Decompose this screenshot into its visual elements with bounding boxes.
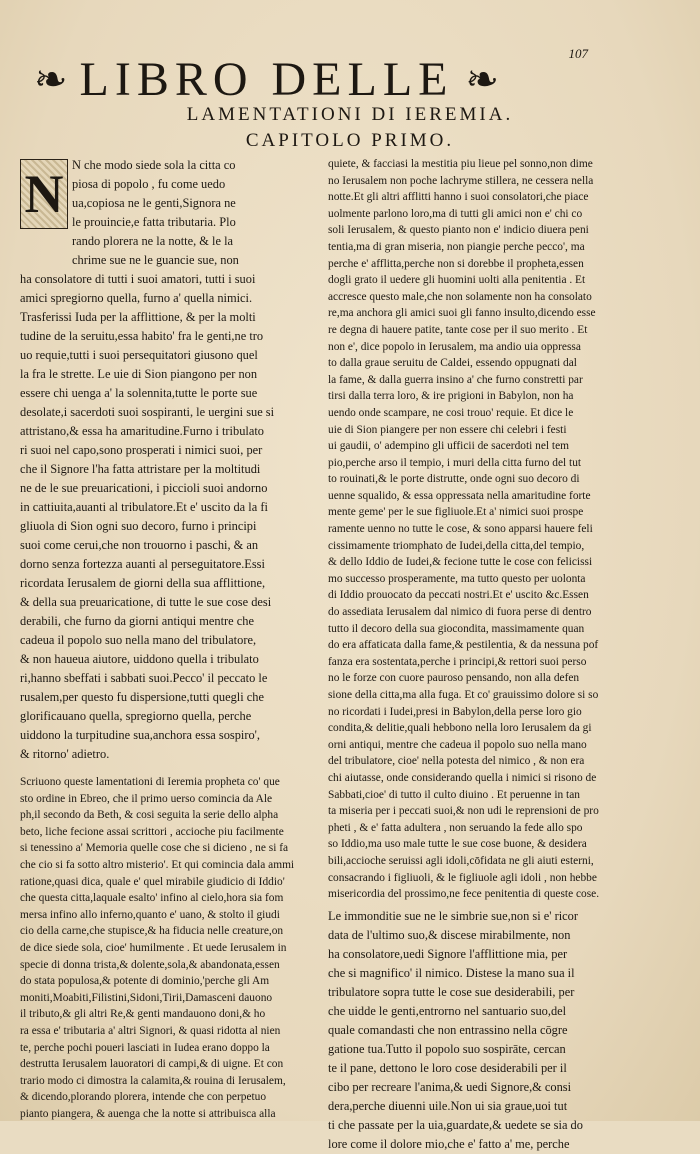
text-line: ri suoi nel capo,sono prosperati i nimici suoi, per [20,443,263,457]
text-line: lore come il dolore mio,che e' fatto a' me, perche [328,1136,570,1151]
text-line: la fra le strette. Le uie di Sion piangono per non [20,367,258,381]
fleuron-left-icon: ❧ [34,57,68,102]
text-line: te, perche pochi poueri lasciati in Iudea erano doppo la [20,1041,270,1054]
opening-verse [20,156,320,270]
text-line: tribulatore sopra tutte le cose sue desiderabili, per [328,984,575,999]
text-line: cadeua il popolo suo nella mano del tribulatore, [20,633,257,647]
text-line: rando plorera ne la notte, & le la [72,234,234,248]
text-line: tutto il decoro della sua giocondita, massimamente quan [328,622,585,635]
text-line: destrutta Ierusalem lauoratori di campi,& di uigne. Et con [20,1058,284,1071]
title-main: LIBRO DELLE [79,53,454,106]
text-line: chi aiutasse, onde considerando quella i nimici si risono de [328,771,597,784]
text-line: che si magnifico' il nimico. Distese la mano sua il [328,965,575,980]
text-line: dorno senza fortezza auanti al perseguitatore.Essi [20,557,265,571]
right-column [328,156,646,1154]
text-line: uiddono la turpitudine sua,anchora essa sospiro', [20,728,261,742]
text-line: to dalla graue seruitu de Caldei, essendo oppugnati dal [328,357,577,370]
text-line: derabili, che furno da giorni antiqui mentre che [20,614,254,628]
text-line: uenne squalido, & essa oppressata nella amaritudine forte [328,489,591,502]
text-line: ramente uenno no tutte le cose, & sono apparsi hauere feli [328,523,593,536]
text-line: ua,copiosa ne le genti,Signora ne [72,196,236,210]
text-line: ra essa e' tributaria a' altri Signori, & quasi ridotta al nien [20,1024,281,1037]
text-line: gatione tua.Tutto il popolo suo sospirāte, cercan [328,1041,566,1056]
text-line: che il Signore l'ha fatta attristare per la moltitudi [20,462,261,476]
text-line: Trasferissi Iuda per la afflittione, & per la molti [20,310,256,324]
text-line: ne de le sue preuaricationi, i piccioli suoi andorno [20,481,268,495]
text-line: condita,& delitie,quali hebbono nella loro Ierusalem da gi [328,722,592,735]
text-line: & dello Iddio de Iudei,& fecione tutte le cose con felicissi [328,556,593,569]
text-line: beto, liche fecione assai scrittori , accioche piu facilmente [20,825,284,838]
right-commentary [328,156,646,903]
text-line: soli Ierusalem, & questo pianto non e' indicio diuera peni [328,224,589,237]
text-line: glorificauano quella, spregiorno quella, perche [20,709,252,723]
text-line: quiete, & facciasi la mestitia piu lieue pel sonno,non dime [328,158,593,170]
text-line: tentia,ma di gran miseria, non piangie perche pecco', ma [328,240,585,253]
text-line: no le forze con cuore pauroso pensando, non alla defen [328,672,580,685]
text-line: mente geme' per le sue figliuole.Et a' nimici suoi prospe [328,506,584,519]
text-line: pianto piangera, & auenga che la notte si attribuisca alla [20,1107,276,1120]
initial-letter: N [24,164,64,224]
left-verse-text [20,270,320,764]
text-line: ti che passate per la uia,guardate,& uedete se sia do [328,1117,583,1132]
text-line: ha consolatore,uedi Signore l'afflittione mia, per [328,946,568,961]
folio-number: 107 [568,46,588,61]
text-line: tudine de la seruitu,essa habito' fra le genti,ne tro [20,329,264,343]
text-line: de dice siede sola, cioe' humilmente . Et uede Ierusalem in [20,941,287,954]
text-line: che cio si fa sotto altro misterio'. Et qui comincia dala ammi [20,858,295,871]
text-line: & dicendo,plorando plorera, intende che con perpetuo [20,1091,267,1104]
text-line: rusalem,per questo fu dispersione,tutti quegli che [20,690,264,704]
text-line: sto ordine in Ebreo, che il primo uerso comincia da Ale [20,792,273,805]
text-line: uendo onde scampare, ne cosi trouo' requie. Et dice le [328,406,574,419]
text-line: re degna di hauere patite, tante cose per il suo merito . Et [328,323,588,336]
text-line: do assediata Ierusalem dal nimico di fuora perse di dentro [328,606,592,619]
chapter-heading: CAPITOLO PRIMO. [245,130,455,151]
text-line: N che modo siede sola la citta co [72,158,236,172]
text-line: no ricordati i Iudei,presi in Babylon,della perse loro gio [328,705,582,718]
left-commentary [20,774,320,1122]
text-line: ph,il secondo da Beth, & cosi seguita la serie dello alpha [20,809,279,822]
text-line: & della sua preuaricatione, di tutte le sue cose desi [20,595,272,609]
text-line: attristano,& essa ha amaritudine.Furno i tribulato [20,424,264,438]
text-line: ui gaudii, o' adempino gli ufficii de sacerdoti nel tem [328,440,569,453]
text-line: mo successo prosperamente, ma tutto questo per uolonta [328,572,586,585]
text-line: & ritorno' adietro. [20,747,110,761]
text-line: che questa citta,laquale esalto' infino al cielo,hora sia fom [20,892,284,905]
text-line: data de l'ultimo suo,& discese mirabilmente, non [328,927,571,942]
text-line: so Iddio,ma uso male tutte le sue cose buone, & desidera [328,838,587,851]
text-line: ricordata Ierusalem de giorni della sua afflittione, [20,576,266,590]
text-line: ha consolatore di tutti i suoi amatori, tutti i suoi [20,272,256,286]
text-line: Sabbati,cioe' di tutto il culto diuino . Et peruenne in tan [328,788,580,801]
text-line: gliuola di Sion ogni suo decoro, furno i principi [20,519,257,533]
text-line: le prouincie,e fatta tributaria. Plo [72,215,236,229]
text-line: notte.Et gli altri afflitti hanno i suoi consolatori,che piace [328,191,589,204]
text-line: quale comandasti che non entrassino nella cōgre [328,1022,568,1037]
text-line: non e', dice popolo in Ierusalem, ma andio uia oppressa [328,340,581,353]
text-line: suoi come cerui,che non trouorno i paschi, & an [20,538,259,552]
fleuron-right-icon: ❧ [465,57,499,102]
text-line: Scriuono queste lamentationi di Ieremia propheta co' que [20,776,280,788]
text-line: specie di donna trista,& dolente,sola,& abandonata,essen [20,958,280,971]
text-line: moniti,Moabiti,Filistini,Sidoni,Tirii,Damasceni dauono [20,991,273,1004]
text-line: sione della citta,ma alla fuga. Et co' grauissimo dolore si so [328,689,599,701]
text-line: no Ierusalem non poche lachryme stillera, ne cessera nella [328,174,594,187]
text-line: te il pane, dettono le loro cose desiderabili per il [328,1060,567,1075]
text-line: consacrando i figliuoli, & le figliuole agli idoli , non hebbe [328,871,597,884]
text-line: del tribulatore, cioe' nella potesta del nimico , & non era [328,755,585,768]
text-line: dogli grato il uedere gli huomini uolti alla penitentia . Et [328,274,586,287]
text-line: essere chi uenga a' la solennita,tutte le porte sue [20,386,258,400]
text-line: uie di Sion piangere per non essere chi celebri i festi [328,423,567,436]
text-line: re,ma anchora gli amici suoi gli fanno insulto,dicendo esse [328,307,596,320]
text-line: perche e' afflitta,perche non si dorebbe il propheta,essen [328,257,584,270]
text-line: in cattiuita,auanti al tribulatore.Et e' uscito da la fi [20,500,268,514]
text-line: si tenessino a' Memoria quelle cose che si dicieno , ne si fa [20,842,289,855]
text-line: pheti , & e' fatta adultera , non seruando la fede allo spo [328,821,583,834]
text-line: di Iddio prouocato da peccati nostri.Et e' uscito &c.Essen [328,589,589,602]
text-line: amici spregiorno quella, furno a' quella nimici. [20,291,253,305]
text-line: fanza era sostentata,perche i principi,& rettori suoi perso [328,655,587,668]
text-line: cibo per recreare l'anima,& uedi Signore,& consi [328,1079,572,1094]
text-line: uolmente parlono loro,ma di tutti gli amici non e' chi co [328,207,583,220]
text-line: desolate,i sacerdoti suoi sospiranti, le uergini sue si [20,405,275,419]
text-line: do stata populosa,& potente di dominio,'perche gli Am [20,975,270,988]
text-line: chrime sue ne le guancie sue, non [72,253,239,267]
text-line: mersa infino allo inferno,quanto e' uano, & stolto il giudi [20,908,280,921]
text-line: dera,perche diuenni uile.Non ui sia graue,uoi tut [328,1098,568,1113]
text-line: la fame, & dalla guerra insino a' che furno constretti par [328,373,583,386]
text-line: bili,accioche seruissi agli idoli,cōfidata ne gli aiuti esterni, [328,854,594,867]
title-subtitle: LAMENTATIONI DI IEREMIA. [186,104,514,125]
text-line: to rouinati,& le porte distrutte, onde ogni suo decoro di [328,473,580,486]
text-line: ta miseria per i peccati suoi,& non udi le reprensioni de pro [328,805,599,818]
text-line: pio,perche arso il tempio, i muri della citta furno del tut [328,456,582,469]
text-line: ratione,quasi dica, quale e' quel mirabile giudicio di Iddio' [20,875,285,888]
text-line: do era affaticata dalla fame,& pestilentia, & da nessuna pof [328,639,599,652]
text-line: cissimamente triomphato de Iudei,della citta,del tempio, [328,539,585,552]
text-line: trario modo ci dimostra la calamita,& rouina di Ierusalem, [20,1074,286,1087]
text-line: uo requie,tutti i suoi persequitatori giusono quel [20,348,258,362]
text-line: ri,hanno sbeffati i sabbati suoi.Pecco' il peccato le [20,671,268,685]
text-line: tirsi dalla terra loro, & ire prigioni in Babylon, non ha [328,390,574,403]
left-column [20,156,320,1122]
text-line: accresce questo male,che non solamente non ha consolato [328,290,592,303]
text-line: piosa di popolo , fu come uedo [72,177,226,191]
text-line: cio della carne,che stupisce,& ha fiducia nelle creature,on [20,925,284,938]
text-line: & non haueua aiutore, uiddono quella i tribulato [20,652,259,666]
text-line: Le immonditie sue ne le simbrie sue,non si e' ricor [328,908,578,923]
text-line: misericordia del prossimo,ne fece penitentia di queste cose. [328,888,600,901]
text-line: che uidde le genti,entrorno nel santuario suo,del [328,1003,567,1018]
right-verse-text [328,907,646,1154]
text-line: orni antiqui, mentre che cadeua il popolo suo nella mano [328,738,587,751]
text-line: il tributo,& gli altri Re,& genti mandauono doni,& ho [20,1008,266,1021]
